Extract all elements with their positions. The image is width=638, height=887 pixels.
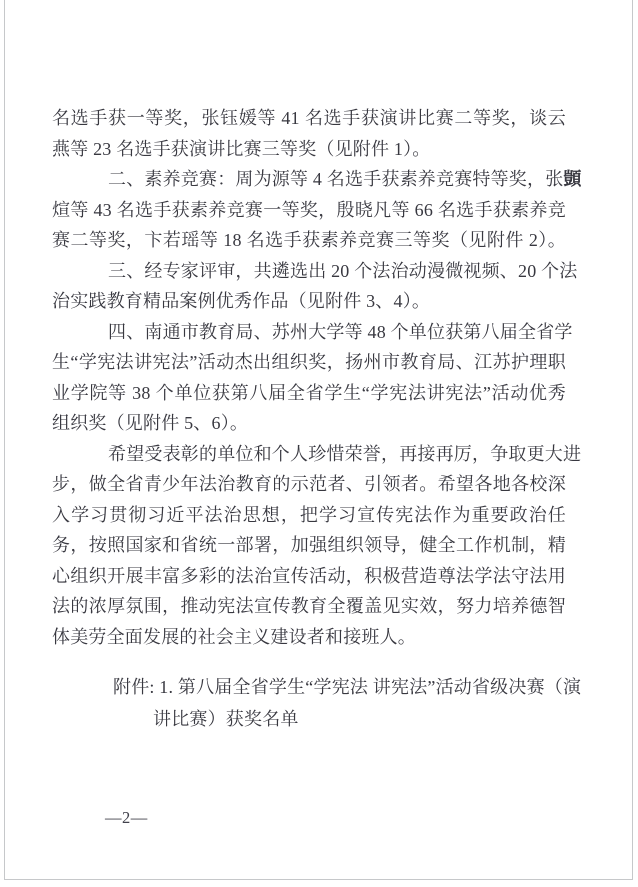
body-line: 煊等 43 名选手获素养竞赛一等奖，殷晓凡等 66 名选手获素养竞 (52, 199, 566, 220)
body-line: 三、经专家评审，共遴选出 20 个法治动漫微视频、20 个法 (108, 260, 578, 281)
body-line: 入学习贯彻习近平法治思想，把学习宣传宪法作为重要政治任 (52, 504, 566, 525)
body-line: 心组织开展丰富多彩的法治宣传活动，积极营造尊法学法守法用 (52, 565, 566, 586)
attachment-section (113, 671, 581, 735)
page-number: —2— (105, 808, 148, 827)
body-line: 步，做全省青少年法治教育的示范者、引领者。希望各地各校深 (52, 474, 566, 494)
body-line (52, 164, 582, 195)
body-line-text: 二、素养竞赛：周为源等 4 名选手获素养竞赛特等奖，张 (108, 169, 564, 189)
body-line: 业学院等 38 个单位获第八届全省学生“学宪法讲宪法”活动优秀 (52, 382, 566, 403)
document-page (4, 0, 633, 880)
attachment-line: 讲比赛）获奖名单 (153, 709, 299, 729)
attachment-line: 附件: 1. 第八届全省学生“学宪法 讲宪法”活动省级决赛（演 (113, 677, 582, 697)
body-line: 希望受表彰的单位和个人珍惜荣誉，再接再厉，争取更大进 (108, 443, 582, 464)
rare-character: 顗 (563, 169, 582, 189)
body-line: 燕等 23 名选手获演讲比赛三等奖（见附件 1）。 (52, 138, 431, 159)
body-line: 组织奖（见附件 5、6）。 (52, 413, 249, 433)
body-line: 赛二等奖，卞若瑶等 18 名选手获素养竞赛三等奖（见附件 2）。 (52, 230, 566, 250)
document-body (52, 103, 582, 652)
body-line: 名选手获一等奖，张钰媛等 41 名选手获演讲比赛二等奖，谈云 (52, 108, 566, 128)
body-line: 体美劳全面发展的社会主义建设者和接班人。 (52, 626, 416, 647)
body-line: 四、南通市教育局、苏州大学等 48 个单位获第八届全省学 (108, 321, 573, 342)
body-line: 法的浓厚氛围，推动宪法宣传教育全覆盖见实效，努力培养德智 (52, 596, 566, 616)
body-line: 务，按照国家和省统一部署，加强组织领导，健全工作机制，精 (52, 535, 566, 555)
body-line: 生“学宪法讲宪法”活动杰出组织奖，扬州市教育局、江苏护理职 (52, 352, 566, 372)
body-line: 治实践教育精品案例优秀作品（见附件 3、4）。 (52, 291, 431, 311)
